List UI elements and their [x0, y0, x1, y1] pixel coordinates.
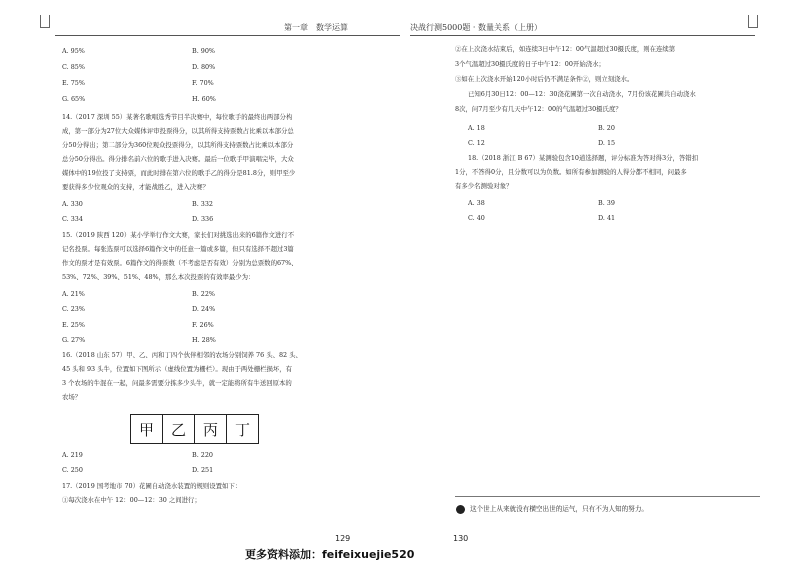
option: A. 18 [468, 124, 485, 132]
option: A. 21% [62, 290, 85, 298]
header-rule-right [410, 35, 755, 36]
option: D. 15 [598, 139, 616, 147]
option: G. 65% [62, 95, 86, 103]
option: B. 39 [598, 199, 615, 207]
question-text: 3个气温超过30摄氏度的日子中午12：00开始浇水； [455, 60, 605, 68]
question-text: 媒体中的19位投了支持票，而此时排在第六位的歌手乙的得分是81.8分，则甲至少 [62, 169, 296, 177]
farm-cell: 丁 [234, 420, 250, 439]
motto: 这个世上从来就没有横空出世的运气，只有不为人知的努力。 [470, 505, 649, 513]
farm-cell: 甲 [131, 415, 163, 443]
option: F. 26% [192, 321, 214, 329]
option: D. 24% [192, 305, 216, 313]
option: A. 95% [62, 47, 85, 55]
option: A. 330 [62, 200, 83, 208]
page-number: 130 [453, 534, 469, 543]
option: A. 219 [62, 451, 83, 459]
question-text: 14.（2017 深圳 55）某著名歌唱选秀节目半决赛中，每位歌手的最终出两部分构 [62, 113, 293, 121]
farm-cell: 丙 [195, 415, 227, 443]
question-text: 1分，不答得0分，且分数可以为负数。如所有参加测验的人得分都不相同，问最多 [455, 168, 687, 176]
question-text: ①每次浇水在中午 12：00—12：30 之间进行； [62, 496, 201, 504]
option: B. 20 [598, 124, 615, 132]
question-text: 18.（2018 浙江 B 67）某测验包含10道选择题，评分标准为答对得3分，答错扣 [468, 154, 699, 162]
option: B. 22% [192, 290, 215, 298]
question-text: 总分50分得出。得分排名前六位的歌手进入决赛。最后一位歌手甲演唱完毕，大众 [62, 155, 294, 163]
chapter-header: 第一章 数学运算 [284, 23, 348, 32]
footer-watermark: 更多资料添加：feifeixuejie520 [245, 548, 415, 561]
option: B. 332 [192, 200, 213, 208]
option: D. 80% [192, 63, 216, 71]
option: C. 250 [62, 466, 83, 474]
option: D. 336 [192, 215, 214, 223]
question-text: 3 个农场的牛混在一起，问最多需要分拣多少头牛，就一定能将所有牛送回原本的 [62, 379, 292, 387]
farm-diagram [130, 414, 259, 444]
question-text: 要获得多少位观众的支持，才能战胜乙，进入决赛？ [62, 183, 209, 191]
option: C. 40 [468, 214, 485, 222]
option: F. 70% [192, 79, 214, 87]
option: H. 60% [192, 95, 216, 103]
question-text: ②在上次浇水结束后，如连续3日中午12：00气温超过30摄氏度，则在连续第 [455, 45, 676, 53]
question-text: 农场？ [62, 393, 82, 401]
question-text: 8次，问7月至少有几天中午12：00的气温超过30摄氏度？ [455, 105, 622, 113]
option: B. 220 [192, 451, 213, 459]
option: C. 85% [62, 63, 85, 71]
farm-cell: 乙 [163, 415, 195, 443]
option: D. 251 [192, 466, 214, 474]
question-text: 45 头和 93 头牛，位置如下图所示（虚线位置为栅栏）。现由于两处栅栏损坏，有 [62, 365, 293, 373]
question-text: 17.（2019 国考地市 70）花圃自动浇水装置的规则设置如下： [62, 482, 242, 490]
option: G. 27% [62, 336, 86, 344]
option: E. 75% [62, 79, 85, 87]
option: C. 334 [62, 215, 83, 223]
question-text: 16.（2018 山东 57）甲、乙、丙和丁四个伙伴相邻的农场分别饲养 76 头、82 头、 [62, 351, 302, 359]
question-text: 已知6月30日12：00—12：30浇花圃第一次自动浇水，7月份该花圃共自动浇水 [468, 90, 696, 98]
question-text: 有多少名测验对象？ [455, 182, 513, 190]
book-title-header: 决战行测5000题 · 数量关系（上册） [410, 23, 542, 32]
question-text: 记名投票。每张选票可以选择6篇作文中的任意一篇或多篇，但只有选择不超过3篇 [62, 245, 294, 253]
option: D. 41 [598, 214, 616, 222]
header-rule-left [55, 35, 400, 36]
question-text: 15.（2019 陕西 120）某小学举行作文大赛，家长们对挑选出来的6篇作文进行不 [62, 231, 295, 239]
question-text: ③如在上次浇水开始120小时后仍不满足条件②，则立刻浇水。 [455, 75, 634, 83]
motto-divider [455, 496, 760, 497]
question-text: 53%、72%、39%、51%、48%，那么本次投票的有效率最少为： [62, 273, 255, 281]
option: E. 25% [62, 321, 85, 329]
option: C. 23% [62, 305, 85, 313]
question-text: 分50分得出；第二部分为360位观众投票得分，以其所得支持票数占比乘以本部分 [62, 141, 294, 149]
page-number: 129 [335, 534, 351, 543]
lightbulb-icon [456, 505, 465, 514]
option: C. 12 [468, 139, 485, 147]
question-text: 成，第一部分为27位大众媒体评审投票得分，以其所得支持票数占比乘以本部分总 [62, 127, 294, 135]
option: B. 90% [192, 47, 215, 55]
option: H. 28% [192, 336, 216, 344]
option: A. 38 [468, 199, 485, 207]
bookmark-icon [748, 15, 758, 28]
question-text: 作文的票才是有效票。6篇作文的得票数（不考虑是否有效）分别为总票数的67%、 [62, 259, 298, 267]
bookmark-icon [40, 15, 50, 28]
